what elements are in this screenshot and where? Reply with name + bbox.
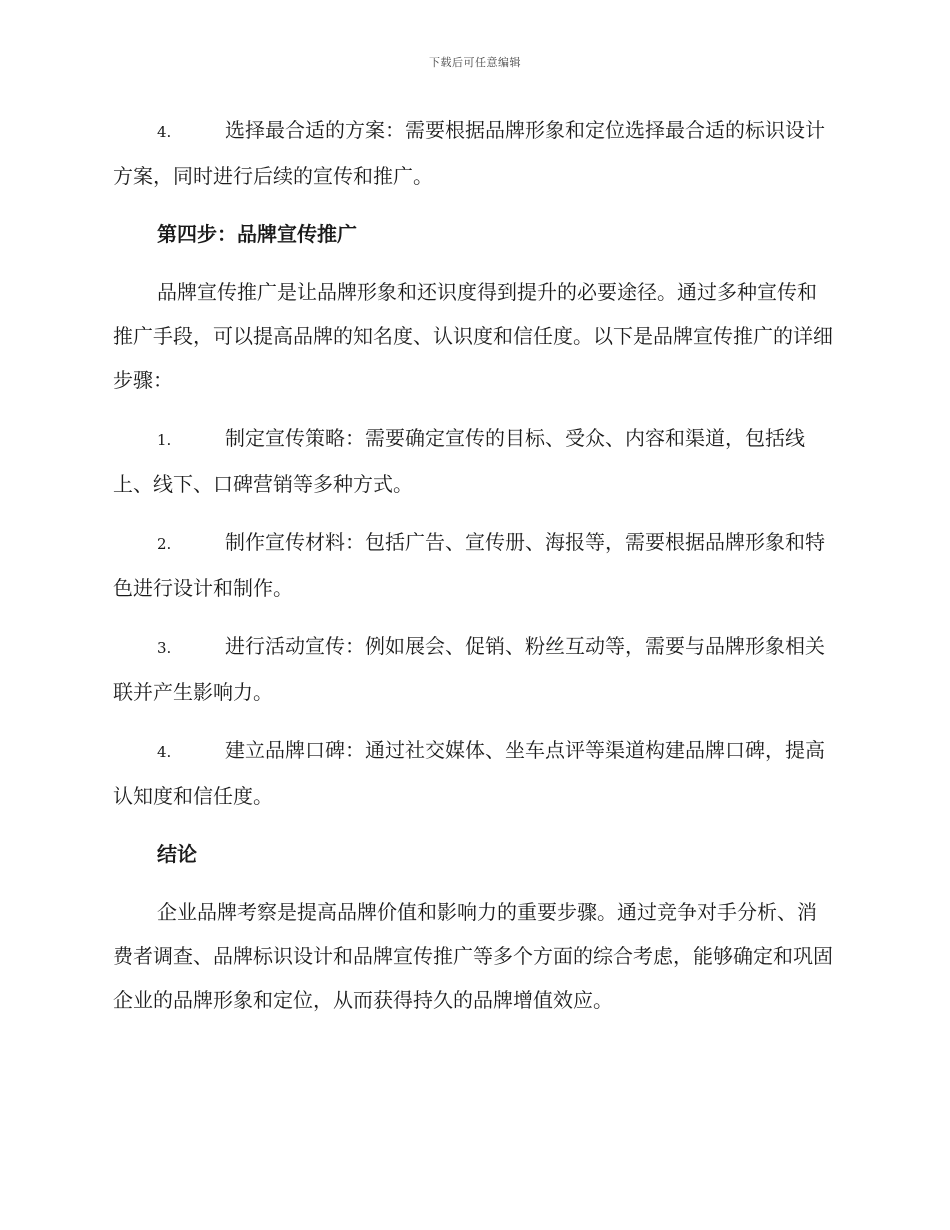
list-item-4-choose-plan — [113, 108, 835, 198]
list-item-text: 制作宣传材料：包括广告、宣传册、海报等，需要根据品牌形象和特色进行设计和制作。 — [113, 530, 825, 600]
page-header-note: 下载后可任意编辑 — [429, 56, 521, 69]
paragraph-conclusion: 企业品牌考察是提高品牌价值和影响力的重要步骤。通过竞争对手分析、消费者调查、品牌标识设计和品牌宣传推广等多个方面的综合考虑，能够确定和巩固企业的品牌形象和定位，从而获得持久的品牌增值效应。 — [113, 900, 833, 1012]
section-heading-step4: 第四步：品牌宣传推广 — [157, 222, 357, 246]
list-item-4-reputation — [113, 728, 835, 818]
list-item-number: 4. — [157, 743, 172, 761]
list-item-text: 选择最合适的方案：需要根据品牌形象和定位选择最合适的标识设计方案，同时进行后续的宣传和推广。 — [113, 118, 825, 188]
list-item-1-strategy — [113, 416, 835, 506]
list-item-number: 3. — [157, 639, 172, 657]
list-item-number: 4. — [157, 123, 172, 141]
list-item-number: 2. — [157, 535, 172, 553]
list-item-number: 1. — [157, 431, 172, 449]
list-item-text: 进行活动宣传：例如展会、促销、粉丝互动等，需要与品牌形象相关联并产生影响力。 — [113, 634, 825, 704]
list-item-text: 建立品牌口碑：通过社交媒体、坐车点评等渠道构建品牌口碑，提高认知度和信任度。 — [113, 738, 825, 808]
section-heading-conclusion: 结论 — [157, 842, 197, 866]
list-item-3-events — [113, 624, 835, 714]
paragraph-promotion-intro: 品牌宣传推广是让品牌形象和还识度得到提升的必要途径。通过多种宣传和推广手段，可以提高品牌的知名度、认识度和信任度。以下是品牌宣传推广的详细步骤： — [113, 280, 833, 392]
list-item-text: 制定宣传策略：需要确定宣传的目标、受众、内容和渠道，包括线上、线下、口碑营销等多种方式。 — [113, 426, 805, 496]
list-item-2-materials — [113, 520, 835, 610]
document-body — [113, 108, 835, 1036]
